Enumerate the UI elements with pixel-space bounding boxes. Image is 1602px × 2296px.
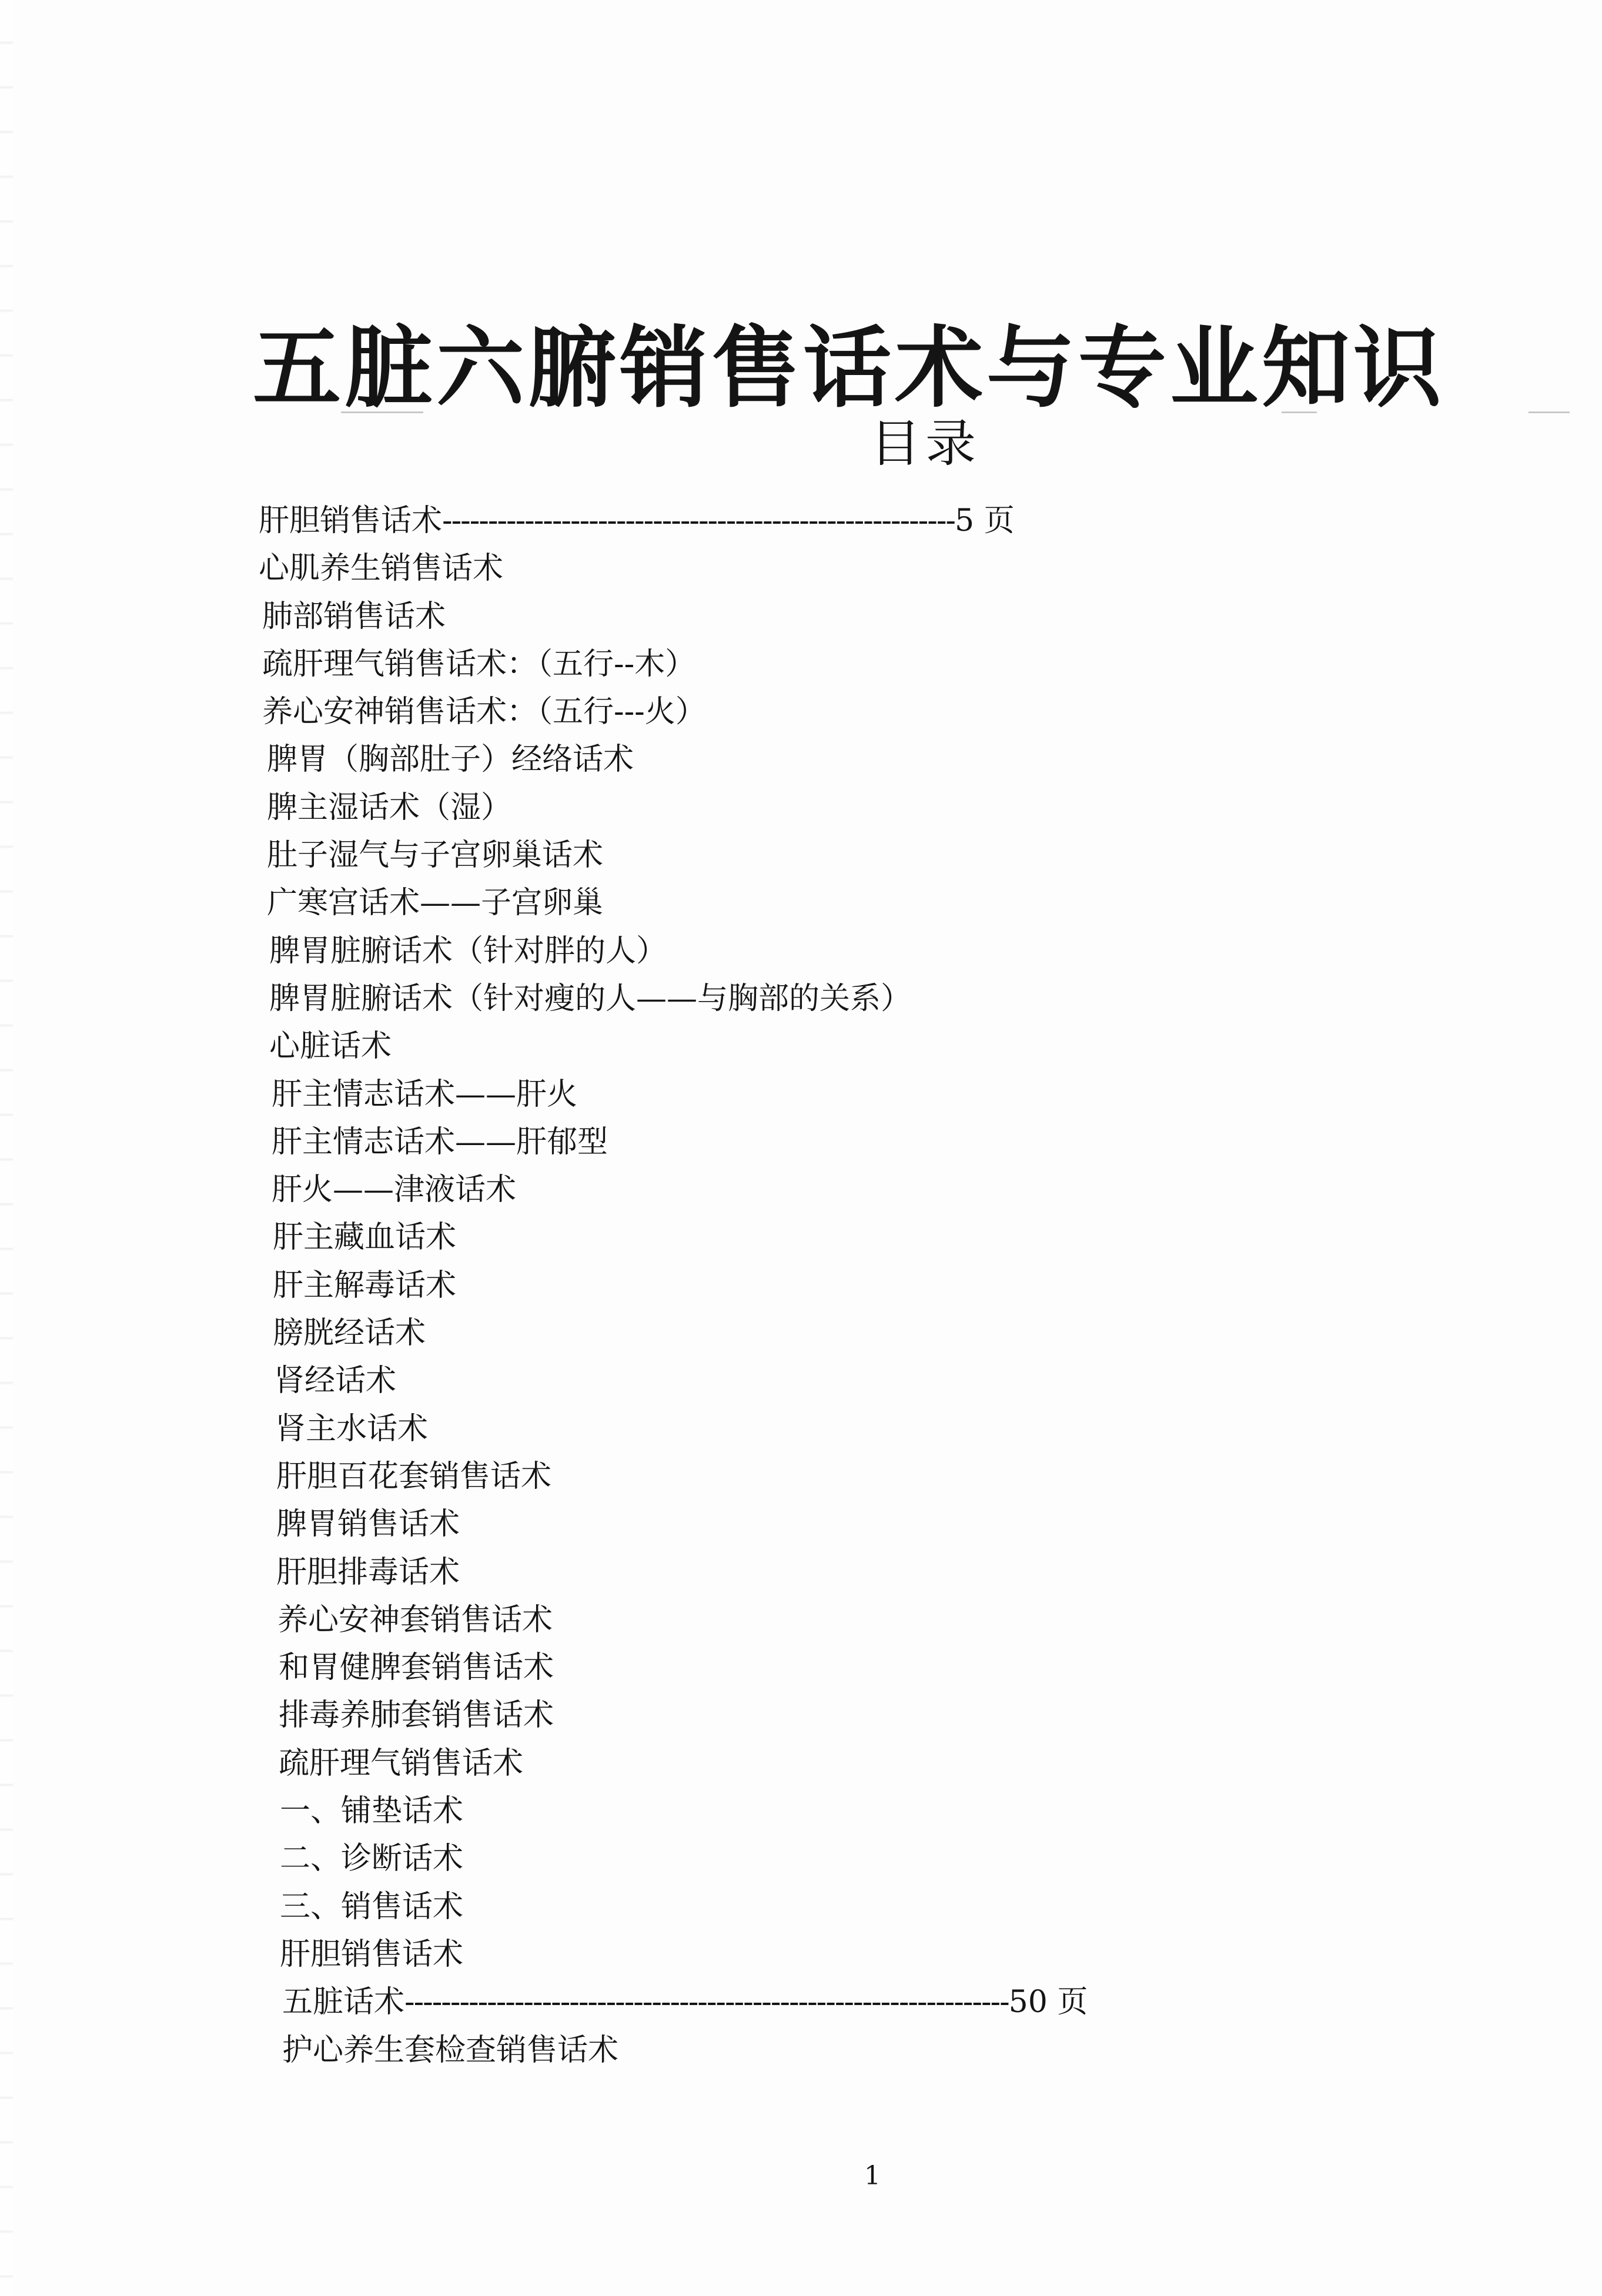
toc-entry: [259, 1597, 1376, 1644]
toc-entry-title: 肺部销售话术: [262, 598, 446, 634]
toc-entry: [259, 593, 1376, 641]
toc-entry: [259, 1692, 1376, 1739]
toc-entry: [259, 1405, 1376, 1453]
toc-entry-title: 肝主情志话术——肝郁型: [272, 1124, 608, 1160]
toc-entry: [259, 545, 1376, 593]
toc-entry-title: 三、销售话术: [280, 1889, 464, 1925]
toc-entry-title: 脾胃销售话术: [276, 1507, 460, 1542]
toc-entry: [259, 1788, 1376, 1835]
document-title: 五脏六腑销售话术与专业知识: [253, 316, 1446, 420]
toc-entry: [259, 1166, 1376, 1214]
toc-entry: [259, 784, 1376, 832]
toc-entry-title: 排毒养肺套销售话术: [279, 1698, 554, 1733]
toc-entry: [259, 1119, 1376, 1166]
toc-entry: [259, 1023, 1376, 1070]
toc-heading: 目录: [870, 414, 981, 473]
toc-entry-title: 肾经话术: [274, 1363, 397, 1399]
toc-entry: [259, 975, 1376, 1023]
toc-entry: [259, 1883, 1376, 1931]
toc-entry: [259, 1931, 1376, 1979]
toc-entry-title: 护心养生套检查销售话术: [282, 2032, 619, 2068]
toc-entry: [259, 497, 1376, 545]
toc-entry-title: 膀胱经话术: [273, 1316, 426, 1351]
toc-entry-title: 肝主解毒话术: [273, 1267, 457, 1303]
toc-entry: [259, 1214, 1376, 1261]
toc-entry: [259, 736, 1376, 784]
toc-entry-title: 脾主湿话术（湿）: [267, 789, 512, 825]
toc-entry-title: 脾胃脏腑话术（针对瘦的人——与胸部的关系）: [269, 980, 912, 1016]
toc-entry: [259, 1979, 1376, 2026]
toc-entry-title: 心肌养生销售话术: [259, 551, 504, 587]
toc-entry-title: 肝胆百花套销售话术: [276, 1458, 552, 1494]
toc-entry: [259, 1071, 1376, 1119]
toc-entry: [259, 1740, 1376, 1788]
toc-entry: [259, 1644, 1376, 1692]
toc-entry-title: 肝胆销售话术: [280, 1936, 464, 1972]
toc-entry-title: 肚子湿气与子宫卵巢话术: [267, 838, 604, 873]
toc-entry-title: 肾主水话术: [275, 1411, 429, 1447]
toc-entry-title: 疏肝理气销售话术：（五行--木）: [262, 646, 696, 682]
toc-entry-title: 二、诊断话术: [280, 1841, 464, 1877]
toc-entry: [259, 1310, 1376, 1357]
toc-entry-title: 肝主情志话术——肝火: [272, 1076, 578, 1112]
toc-entry: [259, 879, 1376, 927]
toc-leader: ------------------------------------------------------------------: [404, 1984, 1009, 2020]
toc-entry-title: 肝火——津液话术: [272, 1172, 517, 1208]
toc-entry: [259, 1835, 1376, 1883]
toc-page-number: 5 页: [954, 503, 1015, 538]
toc-entry: [259, 928, 1376, 975]
toc-entry-title: 肝主藏血话术: [273, 1220, 457, 1256]
toc-entry: [259, 1357, 1376, 1405]
toc-entry: [259, 2027, 1376, 2074]
toc-entry: [259, 641, 1376, 688]
toc-entry-title: 心脏话术: [269, 1029, 392, 1065]
toc-entry-title: 广寒宫话术——子宫卵巢: [267, 885, 604, 921]
toc-entry: [259, 1501, 1376, 1548]
toc-entry: [259, 1262, 1376, 1310]
toc-leader: --------------------------------------------------------: [442, 503, 955, 538]
toc-entry: [259, 1453, 1376, 1501]
toc-entry-title: 养心安神套销售话术: [277, 1602, 553, 1638]
toc-entry-title: 疏肝理气销售话术: [279, 1745, 524, 1781]
toc-entry: [259, 832, 1376, 879]
toc-entry-title: 养心安神销售话术：（五行---火）: [262, 694, 706, 730]
toc-entry-title: 脾胃（胸部肚子）经络话术: [267, 742, 634, 778]
toc-entry-title: 肝胆销售话术: [259, 503, 443, 538]
toc-entry-title: 肝胆排毒话术: [276, 1554, 460, 1590]
toc-entry: [259, 1549, 1376, 1597]
scan-edge-artifact: [0, 0, 13, 2296]
scan-smudge: [1529, 411, 1570, 413]
toc-entry-title: 和胃健脾套销售话术: [279, 1650, 554, 1686]
toc-entry-title: 一、铺垫话术: [280, 1793, 464, 1829]
page-number: 1: [864, 2161, 881, 2191]
toc-entry-title: 五脏话术: [282, 1984, 405, 2020]
toc-entry: [259, 688, 1376, 736]
table-of-contents: [259, 497, 1376, 2074]
toc-page-number: 50 页: [1008, 1984, 1088, 2020]
toc-entry-title: 脾胃脏腑话术（针对胖的人）: [269, 933, 667, 969]
